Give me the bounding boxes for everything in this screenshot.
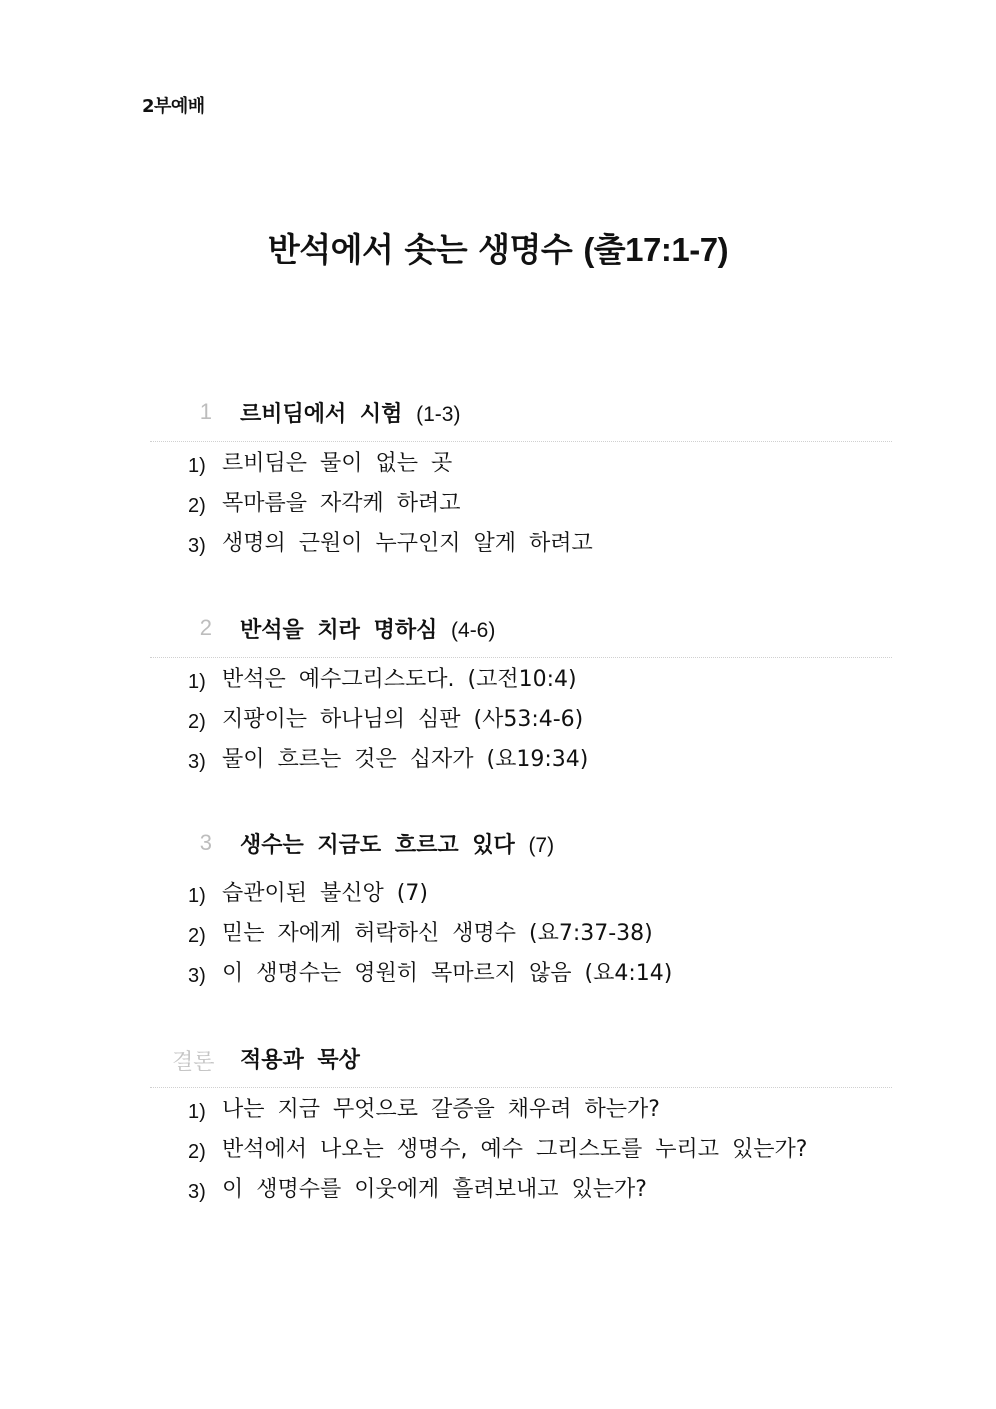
section-items: [150, 874, 892, 994]
section-number: 1: [199, 399, 212, 424]
section-title-text: 반석을 치라 명하심: [240, 618, 438, 643]
section-title: [240, 828, 554, 859]
list-item: [150, 874, 892, 914]
list-item: [150, 740, 892, 780]
section-title: [240, 613, 495, 644]
item-text: 나는 지금 무엇으로 갈증을 채우려 하는가?: [222, 1097, 660, 1122]
list-item: [150, 1130, 892, 1170]
item-number: 1): [188, 885, 206, 907]
item-text: 반석에서 나오는 생명수, 예수 그리스도를 누리고 있는가?: [222, 1137, 808, 1162]
list-item: [150, 1170, 892, 1210]
section-items: [150, 444, 892, 564]
item-number: 1): [188, 455, 206, 477]
section-items: [150, 1090, 892, 1210]
item-text: 믿는 자에게 허락하신 생명수 (요7:37-38): [222, 921, 653, 946]
section-2: [150, 613, 892, 780]
list-item: [150, 914, 892, 954]
section-header: [150, 397, 892, 442]
item-text: 습관이된 불신앙 (7): [222, 881, 428, 906]
section-items: [150, 660, 892, 780]
item-number: 2): [188, 925, 206, 947]
item-number: 2): [188, 1141, 206, 1163]
item-text: 이 생명수를 이웃에게 흘려보내고 있는가?: [222, 1177, 647, 1202]
section-header: [150, 1043, 892, 1088]
list-item: [150, 660, 892, 700]
section-title-text: 적용과 묵상: [240, 1048, 360, 1073]
item-text: 생명의 근원이 누구인지 알게 하려고: [222, 531, 593, 556]
item-number: 3): [188, 751, 206, 773]
item-text: 반석은 예수그리스도다. (고전10:4): [222, 667, 577, 692]
list-item: [150, 444, 892, 484]
section-number: 3: [199, 830, 212, 855]
section-title: [240, 397, 460, 428]
section-number: 2: [199, 615, 212, 640]
list-item: [150, 954, 892, 994]
sermon-title-text: 반석에서 솟는 생명수: [267, 230, 573, 269]
list-item: [150, 484, 892, 524]
section-header: [150, 828, 892, 872]
section-reference: (4-6): [451, 619, 496, 642]
section-3: [150, 828, 892, 994]
section-header: [150, 613, 892, 658]
item-text: 목마름을 자각케 하려고: [222, 491, 461, 516]
sermon-reference: (출17:1-7): [583, 231, 729, 268]
item-number: 1): [188, 671, 206, 693]
section-title-text: 르비딤에서 시험: [240, 402, 403, 427]
item-number: 3): [188, 535, 206, 557]
item-number: 2): [188, 495, 206, 517]
item-text: 물이 흐르는 것은 십자가 (요19:34): [222, 747, 589, 772]
item-text: 지팡이는 하나님의 심판 (사53:4-6): [222, 707, 584, 732]
section-reference: (1-3): [416, 403, 461, 426]
item-number: 2): [188, 711, 206, 733]
section-conclusion: [150, 1043, 892, 1210]
list-item: [150, 524, 892, 564]
item-number: 1): [188, 1101, 206, 1123]
item-number: 3): [188, 965, 206, 987]
list-item: [150, 1090, 892, 1130]
section-1: [150, 397, 892, 564]
list-item: [150, 700, 892, 740]
item-text: 이 생명수는 영원히 목마르지 않음 (요4:14): [222, 961, 673, 986]
section-reference: (7): [528, 834, 555, 857]
item-text: 르비딤은 물이 없는 곳: [222, 451, 453, 476]
item-number: 3): [188, 1181, 206, 1203]
section-title-text: 생수는 지금도 흐르고 있다: [240, 833, 515, 858]
section-title: [240, 1043, 360, 1074]
section-number: 결론: [172, 1050, 215, 1075]
sermon-title: [0, 224, 996, 271]
service-label: 2부예배: [142, 96, 205, 117]
